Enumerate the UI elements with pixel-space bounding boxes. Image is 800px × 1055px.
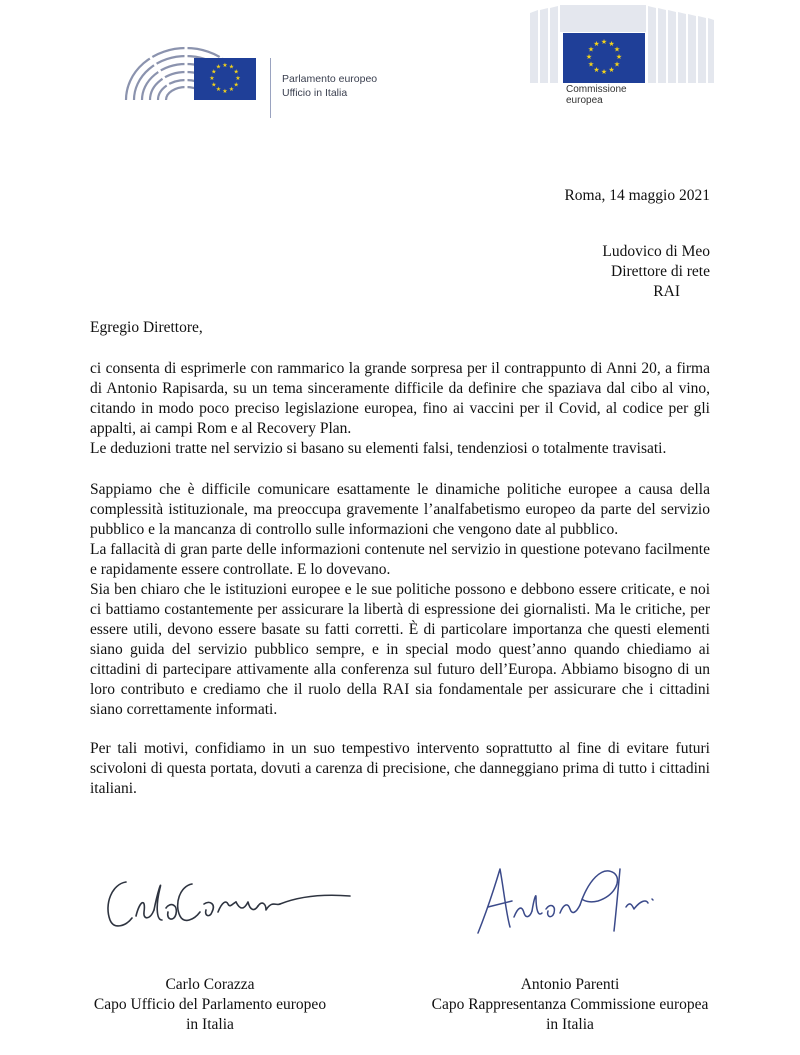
european-commission-logo	[530, 5, 715, 113]
svg-text:★: ★	[608, 40, 615, 48]
ep-logo-text	[282, 72, 377, 100]
paragraph-text: La fallacità di gran parte delle informazioni contenute nel servizio in questione potevano facilmente e rapidamente essere controllate. E lo dovevano.	[90, 541, 710, 578]
svg-text:★: ★	[593, 40, 600, 48]
svg-text:★: ★	[209, 74, 215, 82]
paragraph-text: ci consenta di esprimerle con rammarico la grande sorpresa per il contrappunto di Anni 20, a firma di Antonio Rapisarda, su un tema sinceramente difficile da definire che spaziava dal cibo al vino, citando in modo poco preciso legislazione europea, fino ai vaccini per il Covid, al codice per gli appalti, ai campi Rom e al Recovery Plan.	[90, 360, 710, 437]
svg-text:★: ★	[587, 45, 595, 54]
recipient-name: Ludovico di Meo	[602, 243, 710, 260]
paragraph-text: Le deduzioni tratte nel servizio si basano su elementi falsi, tendenziosi o totalmente travisati.	[90, 440, 667, 457]
ep-logo-line1: Parlamento europeo	[282, 73, 378, 85]
svg-text:★: ★	[215, 86, 222, 94]
salutation: Egregio Direttore,	[90, 319, 203, 336]
svg-text:★: ★	[222, 87, 228, 95]
svg-text:★: ★	[585, 53, 593, 61]
paragraph-1	[90, 359, 710, 459]
svg-text:★: ★	[593, 66, 600, 74]
eu-stars-icon	[194, 58, 256, 100]
letter-date: Roma, 14 maggio 2021	[564, 187, 710, 204]
svg-text:★: ★	[228, 63, 235, 71]
signature-antonio-parenti	[470, 855, 690, 945]
ec-logo-line1: Commissione	[566, 84, 627, 95]
recipient-role: Direttore di rete	[611, 263, 710, 280]
paragraph-3	[90, 580, 710, 720]
svg-text:★: ★	[211, 81, 217, 89]
paragraph-text: Per tali motivi, confidiamo in un suo tempestivo intervento soprattutto al fine di evitare futuri scivoloni di questa portata, dovuti a carenza di precisione, che danneggiano prima di tutto i cittadini italiani.	[90, 740, 710, 797]
svg-text:★: ★	[215, 63, 222, 71]
signatory-title: Capo Rappresentanza Commissione europea	[431, 996, 709, 1013]
paragraph-2	[90, 480, 710, 580]
svg-text:★: ★	[211, 68, 217, 76]
signatory-location: in Italia	[546, 1016, 594, 1033]
signatory-1	[60, 975, 360, 1035]
svg-text:★: ★	[587, 60, 595, 69]
ec-logo-line2: europea	[566, 95, 603, 106]
signatory-2	[420, 975, 720, 1035]
eu-flag	[563, 33, 645, 83]
signatory-name: Antonio Parenti	[520, 976, 620, 993]
recipient-block	[602, 242, 710, 302]
svg-text:★: ★	[608, 66, 615, 74]
recipient-org: RAI	[653, 283, 680, 300]
svg-text:★: ★	[233, 68, 239, 76]
paragraph-text: Sia ben chiaro che le istituzioni europee e le sue politiche possono e debbono essere criticate, e noi ci battiamo costantemente per assicurare la libertà di espressione dei giornalisti. Ma le critiche, per essere utili, devono essere basate su fatti corretti. È di particolare importanza che questi elementi siano guida del servizio pubblico sempre, e in special modo quest’anno quando chiediamo ai cittadini di partecipare attivamente alla conferenza sul futuro dell’Europa. Abbiamo bisogno di un loro contributo e crediamo che il ruolo della RAI sia fondamentale per assicurare che i cittadini siano correttamente informati.	[90, 581, 710, 718]
ep-logo-line2: Ufficio in Italia	[282, 87, 348, 99]
svg-text:★: ★	[613, 45, 621, 54]
eu-flag	[194, 58, 256, 100]
svg-text:★: ★	[615, 53, 623, 61]
ec-logo-text	[566, 84, 627, 106]
svg-text:★: ★	[233, 81, 239, 89]
signature-carlo-corazza	[100, 860, 360, 940]
svg-text:★: ★	[600, 38, 608, 46]
svg-text:★: ★	[228, 86, 235, 94]
signatory-name: Carlo Corazza	[165, 976, 255, 993]
signatory-location: in Italia	[186, 1016, 234, 1033]
svg-text:★: ★	[235, 74, 241, 82]
svg-text:★: ★	[600, 68, 608, 76]
paragraph-4	[90, 739, 710, 799]
eu-stars-icon	[563, 33, 645, 83]
european-parliament-logo	[120, 30, 410, 120]
logo-divider	[270, 58, 271, 118]
paragraph-text: Sappiamo che è difficile comunicare esattamente le dinamiche politiche europee a causa della complessità istituzionale, ma preoccupa gravemente l’analfabetismo europeo da parte del servizio pubblico e la mancanza di controllo sulle informazioni che vengono date al pubblico.	[90, 481, 710, 538]
svg-text:★: ★	[222, 62, 228, 69]
svg-text:★: ★	[613, 60, 621, 69]
signatory-title: Capo Ufficio del Parlamento europeo	[93, 996, 327, 1013]
